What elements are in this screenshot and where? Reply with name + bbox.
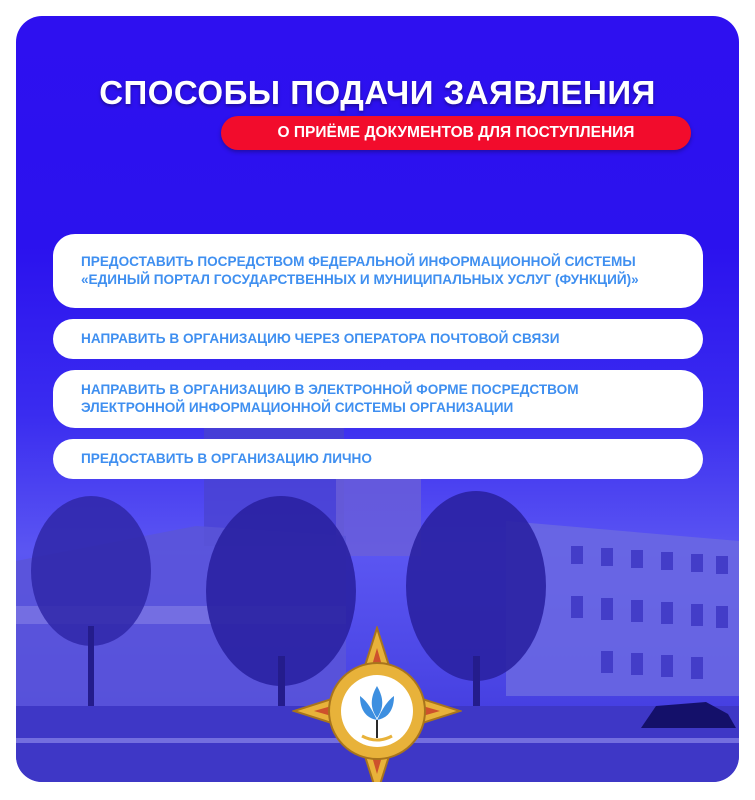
method-label: НАПРАВИТЬ В ОРГАНИЗАЦИЮ В ЭЛЕКТРОННОЙ ФОРМЕ ПОСРЕДСТВОМ ЭЛЕКТРОННОЙ ИНФОРМАЦИОННОЙ СИСТЕМЫ ОРГАНИЗАЦИИ — [81, 382, 579, 415]
tree-left — [31, 496, 151, 646]
method-label: ПРЕДОСТАВИТЬ ПОСРЕДСТВОМ ФЕДЕРАЛЬНОЙ ИНФОРМАЦИОННОЙ СИСТЕМЫ «ЕДИНЫЙ ПОРТАЛ ГОСУДАРСТВЕННЫХ И МУНИЦИПАЛЬНЫХ УСЛУГ (ФУНКЦИЙ)» — [81, 254, 639, 287]
car-shape — [641, 702, 736, 728]
method-label: ПРЕДОСТАВИТЬ В ОРГАНИЗАЦИЮ ЛИЧНО — [81, 451, 372, 466]
method-item-in-person — [53, 439, 703, 479]
university-emblem-logo — [292, 626, 462, 782]
method-item-electronic — [53, 370, 703, 428]
method-item-gosuslugi — [53, 234, 703, 308]
poster-card — [16, 16, 739, 782]
subtitle-badge: О ПРИЁМЕ ДОКУМЕНТОВ ДЛЯ ПОСТУПЛЕНИЯ — [221, 116, 691, 150]
method-label: НАПРАВИТЬ В ОРГАНИЗАЦИЮ ЧЕРЕЗ ОПЕРАТОРА ПОЧТОВОЙ СВЯЗИ — [81, 331, 560, 346]
methods-list — [53, 234, 703, 490]
method-item-post — [53, 319, 703, 359]
page-title: СПОСОБЫ ПОДАЧИ ЗАЯВЛЕНИЯ — [99, 74, 656, 111]
